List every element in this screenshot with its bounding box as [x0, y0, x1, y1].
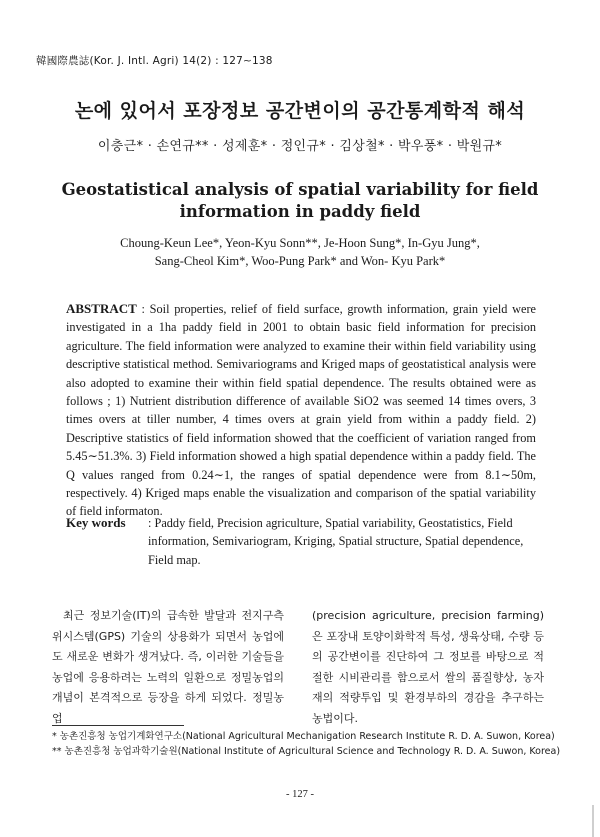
body-left-paragraph: 최근 정보기술(IT)의 급속한 발달과 전지구측위시스템(GPS) 기술의 상용화가 되면서 농업에도 새로운 변화가 생겨났다. 즉, 이러한 기술들을 농업에 응용하려는 노력의 일환으로 정밀농업의 개념이 본격적으로 등장을 하게 되었다. 정밀농업 — [52, 609, 284, 725]
footnote-divider — [52, 725, 184, 726]
page-number: - 127 - — [286, 789, 314, 800]
journal-citation: 韓國際農誌(Kor. J. Intl. Agri) 14(2) : 127∼138 — [36, 55, 273, 67]
abstract-text: : Soil properties, relief of field surface, growth information, grain yield were investigated in a 1ha paddy field in 2001 to obtain basic field information for precision agriculture. The field information were analyzed to examine their within field variability using descriptive statistical method. Semivariograms and Kriged maps of geostatistical analysis were also adopted to examine their within field spatial dependence. The results obtained were as follows ; 1) Nutrient distribution difference of available SiO2 was seemed 14 times overs, 3 times overs at tiller number, 4 times overs at grain yield from within a paddy field. 2) Descriptive statistics of field information showed that the coefficient of variation ranged from 5.45∼51.3%. 3) Field information showed a high spatial dependence within a paddy field. The Q values ranged from 0.24∼1, the ranges of spatial dependence were from 8.1∼50m, respectively. 4) Kriged maps enable the visualization and comparison of the spatial variability of field informaton. — [66, 302, 536, 519]
footnote-2: ** 농촌진흥청 농업과학기술원(National Institute of Agricultural Science and Technology R. D. A. Suwon, Korea) — [52, 746, 561, 757]
abstract — [66, 300, 536, 521]
english-authors-line-2: Sang-Cheol Kim*, Woo-Pung Park* and Won- Kyu Park* — [154, 254, 446, 268]
english-authors-line-1: Choung-Keun Lee*, Yeon-Kyu Sonn**, Je-Hoon Sung*, In-Gyu Jung*, — [120, 236, 480, 250]
body-column-left — [52, 606, 284, 730]
english-authors — [0, 234, 600, 270]
footnote-1: * 농촌진흥청 농업기계화연구소(National Agricultural Mechanigation Research Institute R. D. A. Suwon, Korea) — [52, 731, 555, 742]
english-title-line-2: information in paddy field — [179, 202, 421, 221]
korean-title: 논에 있어서 포장정보 공간변이의 공간통계학적 해석 — [74, 100, 526, 122]
keywords-label: Key words — [66, 515, 126, 530]
keywords-text: : Paddy field, Precision agriculture, Spatial variability, Geostatistics, Field information, Semivariogram, Kriging, Spatial structure, Spatial dependence, Field map. — [148, 516, 524, 567]
body-right-paragraph: (precision agriculture, precision farming)은 포장내 토양이화학적 특성, 생육상태, 수량 등의 공간변이를 진단하여 그 정보를 바탕으로 적절한 시비관리를 함으로서 쌀의 품질향상, 농자재의 적량투입 및 환경부하의 경감을 추구하는 농법이다. — [312, 609, 544, 725]
body-column-right — [312, 606, 544, 730]
english-title-line-1: Geostatistical analysis of spatial variability for field — [61, 180, 539, 199]
abstract-label: ABSTRACT — [66, 301, 137, 316]
scan-edge-mark — [592, 805, 594, 837]
korean-authors: 이충근* · 손연규** · 성제훈* · 정인규* · 김상철* · 박우풍* · 박원규* — [97, 139, 503, 154]
english-title — [0, 179, 600, 223]
